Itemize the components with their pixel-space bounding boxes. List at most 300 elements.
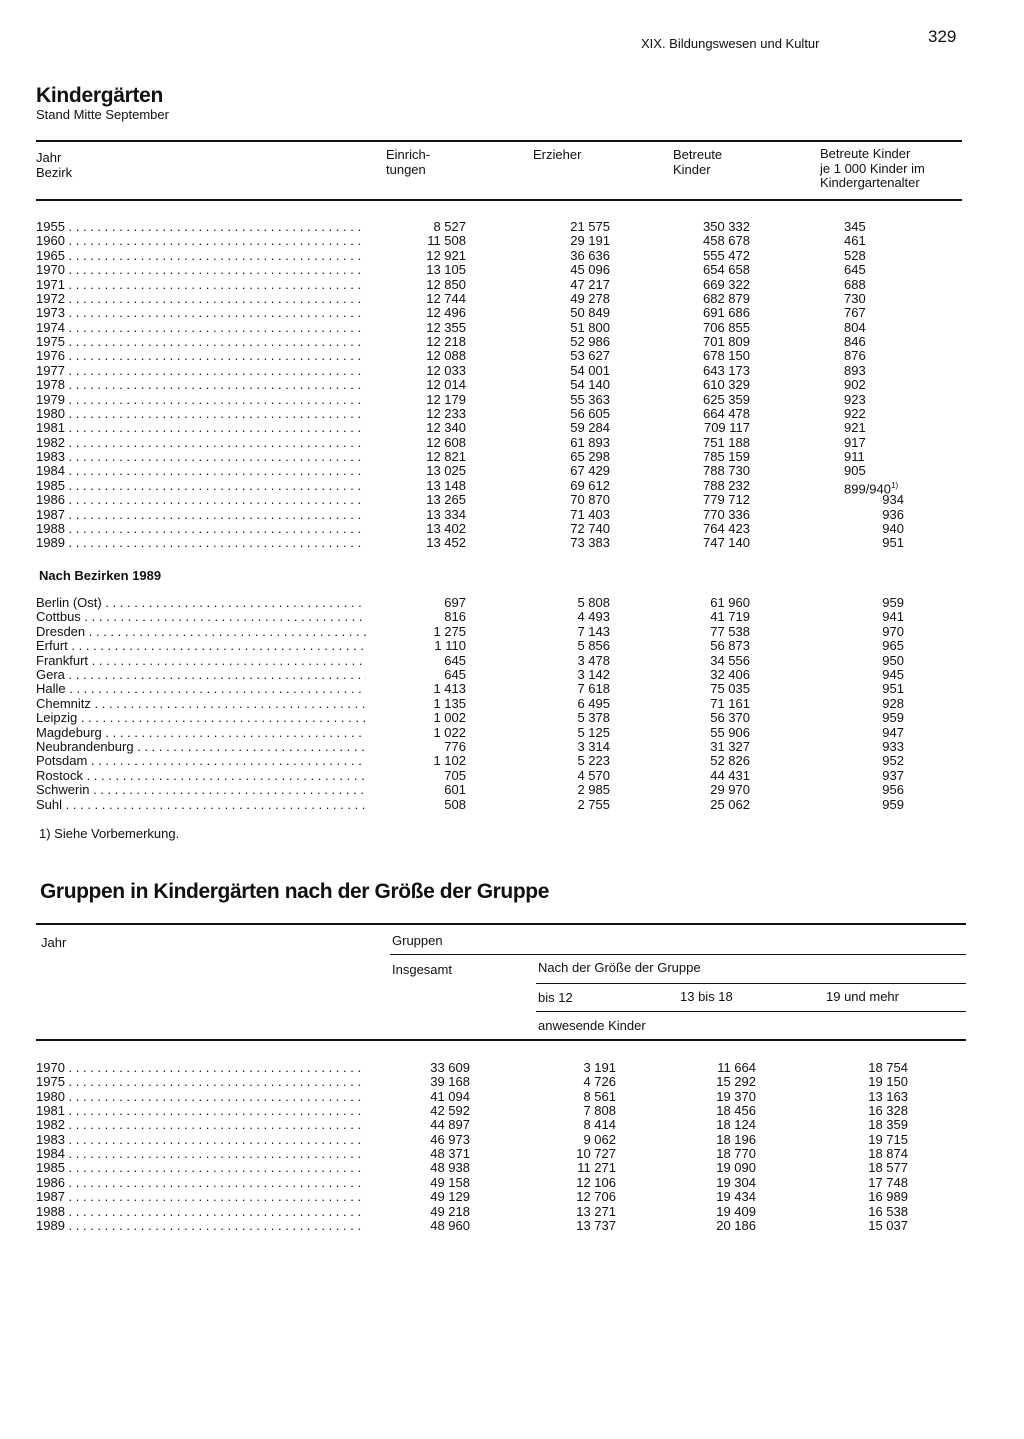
footnote-marker: 1) — [891, 480, 899, 490]
table-row — [36, 740, 936, 754]
table-row — [36, 654, 936, 668]
cell-c2: 5 223 — [577, 753, 610, 769]
table1-section-heading: Nach Bezirken 1989 — [39, 568, 162, 583]
row-label: 1960 . . . — [36, 234, 366, 248]
row-label: Frankfurt . . . — [36, 654, 366, 668]
cell-c1: 49 129 — [430, 1189, 470, 1205]
cell-c1: 42 592 — [430, 1103, 470, 1119]
cell-c4: 947 — [882, 724, 904, 740]
cell-c3: 678 150 — [703, 348, 750, 364]
table1-col-je-1000: Betreute Kinder je 1 000 Kinder im Kindergartenalter — [820, 146, 925, 190]
table-row — [36, 625, 936, 639]
row-label: 1987 . . . — [36, 1190, 366, 1204]
row-label: 1981 . . . — [36, 1104, 366, 1118]
cell-c2: 71 403 — [570, 506, 610, 522]
row-label: 1980 . . . — [36, 1090, 366, 1104]
cell-c3: 19 370 — [716, 1088, 756, 1104]
table-row — [36, 1147, 936, 1161]
cell-c3: 25 062 — [710, 796, 750, 812]
cell-c2: 67 429 — [570, 463, 610, 479]
cell-c4: 16 989 — [868, 1189, 908, 1205]
cell-c2: 72 740 — [570, 520, 610, 536]
cell-c3: 350 332 — [703, 219, 750, 234]
table2-col-anwesende: anwesende Kinder — [538, 1018, 646, 1033]
cell-c2: 5 378 — [577, 710, 610, 726]
cell-c3: 19 434 — [716, 1189, 756, 1205]
cell-c1: 12 014 — [426, 377, 466, 393]
cell-c3: 19 090 — [716, 1160, 756, 1176]
table-row — [36, 477, 936, 497]
row-label: 1984 . . . — [36, 1147, 366, 1161]
cell-c4: 18 577 — [868, 1160, 908, 1176]
row-label: 1971 . . . — [36, 278, 366, 292]
cell-c4: 951 — [882, 681, 904, 697]
cell-c2: 61 893 — [570, 434, 610, 450]
row-label: 1955 . . . — [36, 220, 366, 234]
table2-rule-3 — [536, 983, 966, 984]
cell-c3: 77 538 — [710, 623, 750, 639]
table-row — [36, 349, 936, 363]
cell-c2: 4 726 — [583, 1074, 616, 1090]
table1-col-betreute-kinder: Betreute Kinder — [673, 147, 723, 177]
cell-c4: 876 — [844, 348, 866, 364]
cell-c3: 61 960 — [710, 595, 750, 610]
cell-c4: 928 — [882, 695, 904, 711]
cell-c3: 788 730 — [703, 463, 750, 479]
cell-c4: 804 — [844, 319, 866, 335]
cell-c2: 4 570 — [577, 767, 610, 783]
row-label: Schwerin . . . — [36, 783, 366, 797]
table-row — [36, 1219, 936, 1233]
cell-c4: 923 — [844, 391, 866, 407]
cell-c1: 1 135 — [433, 695, 466, 711]
cell-c4: 461 — [844, 233, 866, 249]
table1-title: Kindergärten — [36, 84, 164, 107]
row-label: Cottbus . . . — [36, 610, 366, 624]
cell-c1: 12 850 — [426, 276, 466, 292]
table-row — [36, 292, 936, 306]
row-label: Erfurt . . . — [36, 639, 366, 653]
cell-c4: 893 — [844, 362, 866, 378]
table-row — [36, 639, 936, 653]
cell-c4: 767 — [844, 305, 866, 321]
cell-c3: 682 879 — [703, 290, 750, 306]
cell-c1: 33 609 — [430, 1060, 470, 1075]
cell-c3: 29 970 — [710, 782, 750, 798]
table-row — [36, 1104, 936, 1118]
row-label: 1974 . . . — [36, 321, 366, 335]
table1-col-einrichtungen: Einrich- tungen — [386, 147, 431, 177]
row-label: Berlin (Ost) . . . — [36, 596, 366, 610]
cell-c3: 764 423 — [703, 520, 750, 536]
cell-c2: 53 627 — [570, 348, 610, 364]
cell-c2: 13 737 — [576, 1217, 616, 1233]
cell-c3: 555 472 — [703, 247, 750, 263]
cell-c3: 55 906 — [710, 724, 750, 740]
table-row — [36, 249, 936, 263]
row-label: 1975 . . . — [36, 1075, 366, 1089]
cell-c4: 730 — [844, 290, 866, 306]
row-label: 1985 . . . — [36, 479, 366, 493]
cell-c1: 645 — [444, 667, 466, 682]
table2-top-rule — [36, 923, 966, 925]
cell-c3: 664 478 — [703, 405, 750, 421]
cell-c2: 73 383 — [570, 535, 610, 551]
cell-c1: 12 496 — [426, 305, 466, 321]
table1-subtitle: Stand Mitte September — [36, 107, 169, 122]
table-row — [36, 1118, 936, 1132]
cell-c2: 11 271 — [577, 1160, 616, 1176]
cell-c3: 32 406 — [710, 667, 750, 682]
row-label: 1965 . . . — [36, 249, 366, 263]
table-row — [36, 1075, 936, 1089]
cell-c4: 950 — [882, 652, 904, 668]
table-row — [36, 711, 936, 725]
row-label: 1982 . . . — [36, 436, 366, 450]
cell-c3: 643 173 — [703, 362, 750, 378]
cell-c4: 15 037 — [868, 1217, 908, 1233]
cell-c1: 12 744 — [426, 290, 466, 306]
table1-top-rule — [36, 140, 962, 142]
table-row — [36, 726, 936, 740]
cell-c3: 706 855 — [703, 319, 750, 335]
cell-c2: 3 478 — [577, 652, 610, 668]
cell-c1: 13 265 — [426, 492, 466, 508]
cell-c2: 54 001 — [570, 362, 610, 378]
row-label: 1984 . . . — [36, 464, 366, 478]
table2-header-rule — [36, 1039, 966, 1041]
cell-c3: 701 809 — [703, 334, 750, 350]
row-label: 1972 . . . — [36, 292, 366, 306]
cell-c4: 941 — [882, 609, 904, 625]
row-label: Suhl . . . — [36, 798, 366, 812]
table-row — [36, 1061, 936, 1075]
cell-c1: 13 334 — [426, 506, 466, 522]
cell-c3: 41 719 — [710, 609, 750, 625]
table2-col-19-mehr: 19 und mehr — [826, 989, 899, 1004]
cell-c1: 12 921 — [426, 247, 466, 263]
table-row — [36, 278, 936, 292]
cell-c4: 688 — [844, 276, 866, 292]
cell-c4: 911 — [844, 449, 865, 465]
cell-c3: 18 124 — [716, 1117, 756, 1133]
cell-c2: 54 140 — [570, 377, 610, 393]
cell-c1: 12 608 — [426, 434, 466, 450]
table-row — [36, 697, 936, 711]
cell-c2: 55 363 — [570, 391, 610, 407]
table-row — [36, 798, 936, 812]
cell-c3: 669 322 — [703, 276, 750, 292]
table-row — [36, 536, 936, 550]
cell-c4: 13 163 — [868, 1088, 908, 1104]
table-row — [36, 407, 936, 421]
row-label: 1970 . . . — [36, 263, 366, 277]
cell-c3: 19 304 — [716, 1174, 756, 1190]
cell-c4: 345 — [844, 219, 866, 234]
row-label: 1988 . . . — [36, 522, 366, 536]
cell-c2: 3 142 — [577, 667, 610, 682]
row-label: 1989 . . . — [36, 536, 366, 550]
cell-c2: 7 618 — [577, 681, 610, 697]
table-row — [36, 668, 936, 682]
cell-c1: 13 105 — [426, 262, 466, 278]
table-row — [36, 508, 936, 522]
cell-c1: 816 — [444, 609, 466, 625]
table-row — [36, 421, 936, 435]
row-label: Magdeburg . . . — [36, 726, 366, 740]
cell-c2: 51 800 — [570, 319, 610, 335]
cell-c1: 12 033 — [426, 362, 466, 378]
cell-c4: 952 — [882, 753, 904, 769]
cell-c4: 846 — [844, 334, 866, 350]
cell-c1: 39 168 — [430, 1074, 470, 1090]
row-label: 1977 . . . — [36, 364, 366, 378]
table-row — [36, 493, 936, 507]
cell-c3: 18 196 — [716, 1131, 756, 1147]
cell-c2: 5 808 — [577, 595, 610, 610]
cell-c4: 934 — [882, 492, 904, 508]
cell-c1: 12 088 — [426, 348, 466, 364]
table-row — [36, 783, 936, 797]
cell-c2: 49 278 — [570, 290, 610, 306]
cell-c4: 18 359 — [868, 1117, 908, 1133]
row-label: Potsdam . . . — [36, 754, 366, 768]
table-row — [36, 393, 936, 407]
table-row — [36, 596, 936, 610]
cell-c1: 1 413 — [433, 681, 466, 697]
cell-c3: 18 456 — [716, 1103, 756, 1119]
table-row — [36, 1133, 936, 1147]
cell-c3: 71 161 — [710, 695, 750, 711]
cell-c4: 16 328 — [868, 1103, 908, 1119]
cell-c2: 36 636 — [570, 247, 610, 263]
table-row — [36, 769, 936, 783]
cell-c4: 19 150 — [868, 1074, 908, 1090]
row-label: 1980 . . . — [36, 407, 366, 421]
cell-c4: 945 — [882, 667, 904, 682]
table2-rule-2 — [390, 954, 966, 955]
cell-c1: 776 — [444, 739, 466, 754]
table2-col-bis-12: bis 12 — [538, 990, 573, 1005]
row-label: 1985 . . . — [36, 1161, 366, 1175]
table-row — [36, 263, 936, 277]
cell-c3: 11 664 — [717, 1060, 756, 1075]
cell-c4: 959 — [882, 796, 904, 812]
cell-c4: 933 — [882, 739, 904, 754]
cell-c3: 751 188 — [703, 434, 750, 450]
cell-c1: 13 452 — [426, 535, 466, 551]
cell-c2: 3 314 — [577, 739, 610, 754]
cell-c2: 8 561 — [583, 1088, 616, 1104]
cell-c3: 20 186 — [716, 1217, 756, 1233]
cell-c3: 31 327 — [710, 739, 750, 754]
cell-c1: 12 233 — [426, 405, 466, 421]
cell-c1: 44 897 — [430, 1117, 470, 1133]
cell-c1: 41 094 — [430, 1088, 470, 1104]
cell-c4: 18 874 — [868, 1146, 908, 1162]
table2-title: Gruppen in Kindergärten nach der Größe der Gruppe — [40, 880, 549, 903]
cell-c4: 922 — [844, 405, 866, 421]
cell-c3: 691 686 — [703, 305, 750, 321]
cell-c3: 788 232 — [703, 477, 750, 493]
cell-c3: 458 678 — [703, 233, 750, 249]
table-row — [36, 306, 936, 320]
table-row — [36, 682, 936, 696]
cell-c4: 902 — [844, 377, 866, 393]
cell-c2: 70 870 — [570, 492, 610, 508]
table-row — [36, 464, 936, 478]
cell-c2: 50 849 — [570, 305, 610, 321]
cell-c4: 959 — [882, 710, 904, 726]
cell-c1: 11 508 — [427, 233, 466, 249]
row-label: 1979 . . . — [36, 393, 366, 407]
cell-c1: 601 — [444, 782, 466, 798]
table-row — [36, 754, 936, 768]
cell-c4: 899/940$^{1)}$ — [844, 480, 899, 497]
table-row — [36, 234, 936, 248]
cell-c2: 10 727 — [576, 1146, 616, 1162]
table2-col-13-18: 13 bis 18 — [680, 989, 733, 1004]
cell-c4: 921 — [844, 420, 866, 436]
table1-label-header: Jahr Bezirk — [36, 150, 73, 180]
cell-c1: 645 — [444, 652, 466, 668]
cell-c2: 5 856 — [577, 638, 610, 654]
table-row — [36, 364, 936, 378]
row-label: Halle . . . — [36, 682, 366, 696]
cell-c4: 17 748 — [868, 1174, 908, 1190]
cell-c4: 965 — [882, 638, 904, 654]
table2-col-jahr: Jahr — [41, 935, 67, 950]
cell-c3: 785 159 — [703, 449, 750, 465]
table-row — [36, 1205, 936, 1219]
cell-c3: 654 658 — [703, 262, 750, 278]
row-label: 1989 . . . — [36, 1219, 366, 1233]
cell-c3: 15 292 — [716, 1074, 756, 1090]
cell-c3: 625 359 — [703, 391, 750, 407]
cell-c3: 610 329 — [703, 377, 750, 393]
table-row — [36, 1090, 936, 1104]
table1-col-erzieher: Erzieher — [533, 147, 582, 162]
cell-c4: 951 — [882, 535, 904, 551]
table-row — [36, 1190, 936, 1204]
cell-c2: 69 612 — [570, 477, 610, 493]
cell-c1: 46 973 — [430, 1131, 470, 1147]
row-label: 1973 . . . — [36, 306, 366, 320]
cell-c4: 940 — [882, 520, 904, 536]
table-row — [36, 1161, 936, 1175]
table1-footnote: 1) Siehe Vorbemerkung. — [39, 826, 180, 841]
cell-c2: 12 106 — [576, 1174, 616, 1190]
row-label: Dresden . . . — [36, 625, 366, 639]
cell-c1: 12 340 — [426, 420, 466, 436]
cell-c2: 7 808 — [583, 1103, 616, 1119]
cell-c2: 7 143 — [577, 623, 610, 639]
cell-c1: 12 218 — [426, 334, 466, 350]
cell-c1: 12 355 — [426, 319, 466, 335]
cell-c2: 3 191 — [583, 1060, 616, 1075]
cell-c3: 56 873 — [710, 638, 750, 654]
table1-header-rule — [36, 199, 962, 201]
row-label: Rostock . . . — [36, 769, 366, 783]
cell-c1: 1 002 — [433, 710, 466, 726]
row-label: 1981 . . . — [36, 421, 366, 435]
cell-c1: 12 821 — [426, 449, 466, 465]
cell-c2: 2 985 — [577, 782, 610, 798]
cell-c2: 47 217 — [570, 276, 610, 292]
cell-c2: 9 062 — [583, 1131, 616, 1147]
table2-col-insgesamt: Insgesamt — [392, 962, 452, 977]
row-label: 1983 . . . — [36, 450, 366, 464]
row-label: 1975 . . . — [36, 335, 366, 349]
row-label: Neubrandenburg . . . — [36, 740, 366, 754]
cell-c2: 29 191 — [570, 233, 610, 249]
cell-c4: 936 — [882, 506, 904, 522]
cell-c1: 49 218 — [430, 1203, 470, 1219]
row-label: 1982 . . . — [36, 1118, 366, 1132]
cell-c4: 956 — [882, 782, 904, 798]
cell-c1: 697 — [444, 595, 466, 610]
cell-c3: 19 409 — [716, 1203, 756, 1219]
cell-c3: 770 336 — [703, 506, 750, 522]
cell-c1: 48 371 — [430, 1146, 470, 1162]
cell-c4: 970 — [882, 623, 904, 639]
cell-c4: 528 — [844, 247, 866, 263]
cell-c3: 56 370 — [710, 710, 750, 726]
cell-c2: 52 986 — [570, 334, 610, 350]
table-row — [36, 378, 936, 392]
row-label: 1983 . . . — [36, 1133, 366, 1147]
cell-c4: 905 — [844, 463, 866, 479]
page-number: 329 — [928, 27, 957, 46]
cell-c2: 12 706 — [576, 1189, 616, 1205]
row-label: 1986 . . . — [36, 493, 366, 507]
table-row — [36, 522, 936, 536]
running-header: XIX. Bildungswesen und Kultur — [641, 36, 820, 51]
cell-c2: 56 605 — [570, 405, 610, 421]
cell-c3: 709 117 — [703, 420, 750, 436]
table-row — [36, 1176, 936, 1190]
cell-c4: 917 — [844, 434, 866, 450]
cell-c2: 13 271 — [576, 1203, 616, 1219]
cell-c3: 75 035 — [710, 681, 750, 697]
table-row — [36, 436, 936, 450]
cell-c3: 34 556 — [710, 652, 750, 668]
cell-c1: 1 022 — [433, 724, 466, 740]
cell-c1: 13 148 — [426, 477, 466, 493]
cell-c2: 4 493 — [577, 609, 610, 625]
cell-c4: 959 — [882, 595, 904, 610]
cell-c3: 18 770 — [716, 1146, 756, 1162]
cell-c2: 65 298 — [570, 449, 610, 465]
table-row — [36, 450, 936, 464]
table2-col-nach-groesse: Nach der Größe der Gruppe — [538, 960, 701, 975]
cell-c4: 645 — [844, 262, 866, 278]
cell-c4: 16 538 — [868, 1203, 908, 1219]
table-row — [36, 321, 936, 335]
cell-c1: 13 025 — [426, 463, 466, 479]
cell-c2: 45 096 — [570, 262, 610, 278]
cell-c1: 12 179 — [426, 391, 466, 407]
cell-c1: 705 — [444, 767, 466, 783]
cell-c1: 8 527 — [433, 219, 466, 234]
row-label: 1986 . . . — [36, 1176, 366, 1190]
cell-c1: 508 — [444, 796, 466, 812]
table2-rule-4 — [536, 1011, 966, 1012]
table-row — [36, 335, 936, 349]
row-label: 1970 . . . — [36, 1061, 366, 1075]
cell-c1: 13 402 — [426, 520, 466, 536]
cell-c3: 779 712 — [703, 492, 750, 508]
